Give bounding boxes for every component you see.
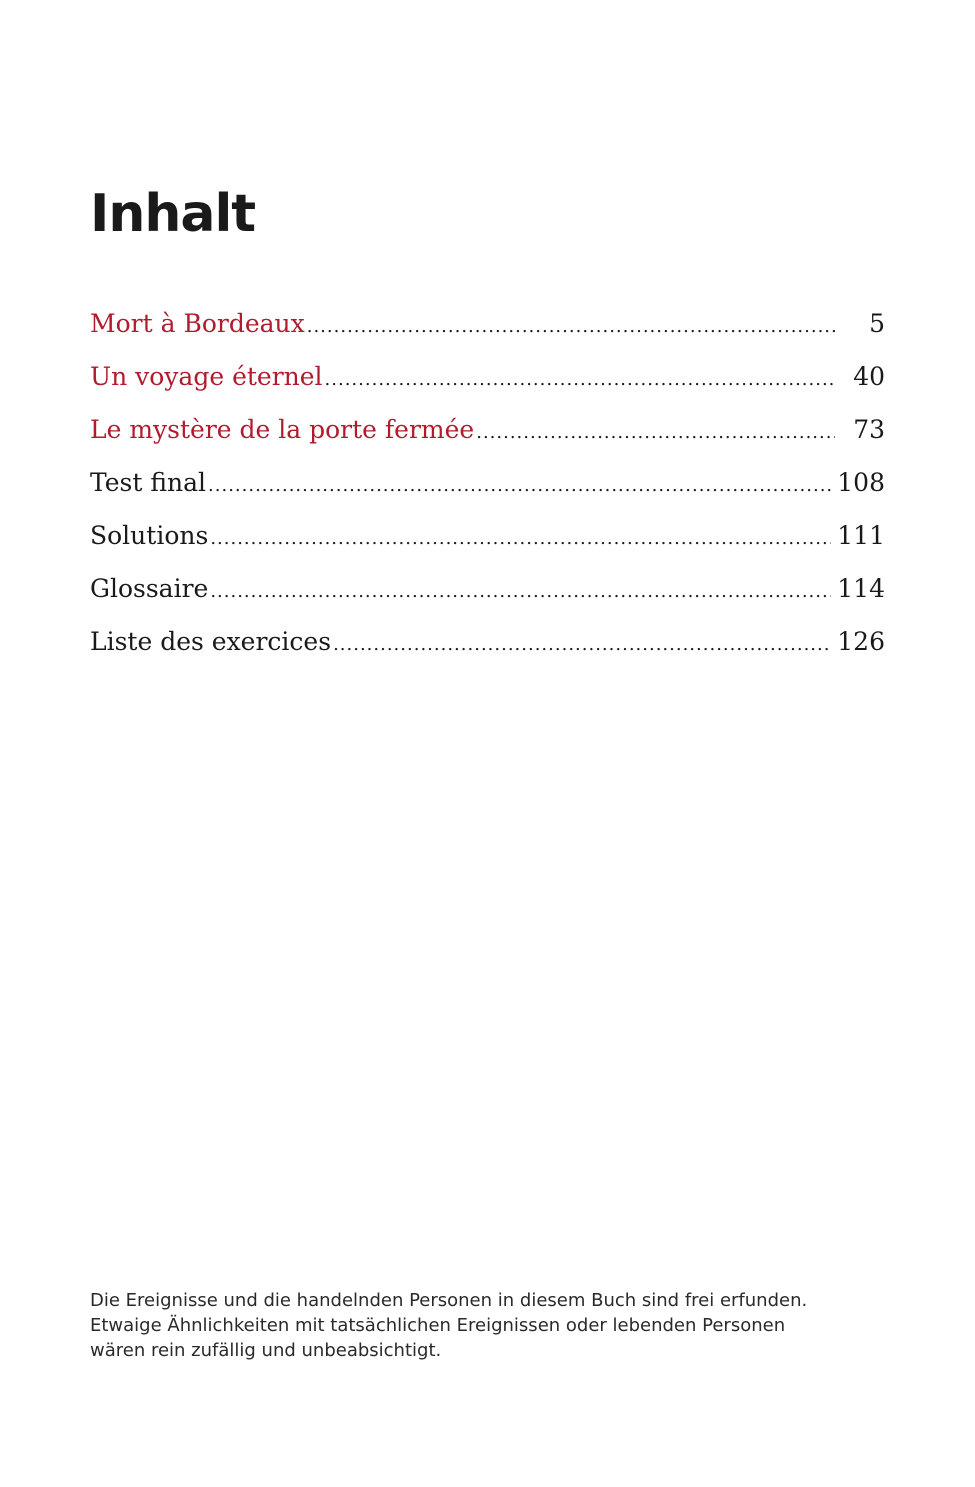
toc-entry[interactable] bbox=[90, 463, 885, 516]
disclaimer-line: Die Ereignisse und die handelnden Personen in diesem Buch sind frei erfunden. bbox=[90, 1290, 808, 1311]
toc-entry-title: Mort à Bordeaux bbox=[90, 309, 305, 338]
toc-entry-title: Liste des exercices bbox=[90, 627, 332, 656]
toc-dot-leader bbox=[476, 413, 835, 453]
toc-dot-leader bbox=[208, 466, 831, 506]
toc-entry-page: 111 bbox=[837, 521, 885, 550]
toc-dot-leader bbox=[333, 625, 831, 665]
toc-entry-page: 126 bbox=[837, 627, 885, 656]
toc-entry-page: 5 bbox=[869, 309, 885, 338]
toc-entry[interactable] bbox=[90, 622, 885, 675]
table-of-contents bbox=[90, 304, 885, 675]
toc-entry[interactable] bbox=[90, 357, 885, 410]
toc-entry[interactable] bbox=[90, 410, 885, 463]
disclaimer-line: Etwaige Ähnlichkeiten mit tatsächlichen Ereignissen oder lebenden Personen bbox=[90, 1315, 786, 1336]
toc-entry-title: Glossaire bbox=[90, 574, 209, 603]
toc-entry-page: 40 bbox=[853, 362, 885, 391]
toc-entry[interactable] bbox=[90, 516, 885, 569]
disclaimer-note bbox=[90, 1288, 880, 1363]
toc-entry-page: 108 bbox=[837, 468, 885, 497]
toc-entry-title: Test final bbox=[90, 468, 207, 497]
toc-entry-page: 73 bbox=[853, 415, 885, 444]
toc-entry[interactable] bbox=[90, 569, 885, 622]
toc-entry-page: 114 bbox=[837, 574, 885, 603]
toc-entry-title: Un voyage éternel bbox=[90, 362, 323, 391]
toc-dot-leader bbox=[325, 360, 835, 400]
page-title: Inhalt bbox=[90, 184, 256, 244]
toc-entry-title: Solutions bbox=[90, 521, 209, 550]
toc-entry-title: Le mystère de la porte fermée bbox=[90, 415, 475, 444]
toc-entry[interactable] bbox=[90, 304, 885, 357]
toc-dot-leader bbox=[210, 572, 831, 612]
toc-dot-leader bbox=[307, 307, 835, 347]
disclaimer-line: wären rein zufällig und unbeabsichtigt. bbox=[90, 1340, 442, 1361]
toc-dot-leader bbox=[210, 519, 831, 559]
